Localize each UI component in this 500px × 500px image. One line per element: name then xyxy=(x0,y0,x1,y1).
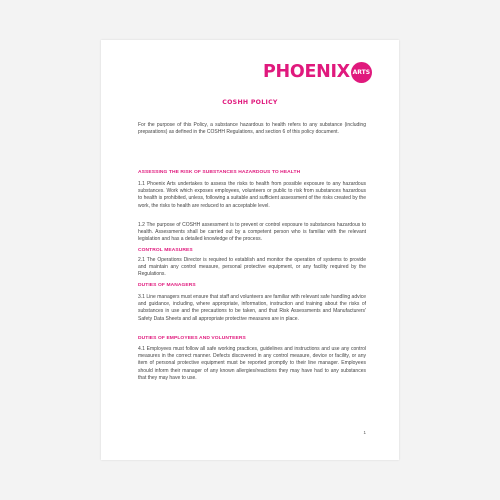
paragraph-1-1: 1.1 Phoenix Arts undertakes to assess the risks to health from possible exposure to any hazardous substances. Work which exposes employees, volunteers or public to risk from substances hazardous to health is prohibited, unless, following a suitable and sufficient assessment of the risks created by the work, the risks to health are reduced to an acceptable level. xyxy=(138,181,366,209)
logo-wordmark: PHOENIX xyxy=(263,61,350,82)
document-page xyxy=(101,40,399,460)
page-number: 1 xyxy=(363,430,366,435)
section-heading-duties-employees: DUTIES OF EMPLOYEES AND VOLUNTEERS xyxy=(138,336,246,341)
paragraph-1-2: 1.2 The purpose of COSHH assessment is to prevent or control exposure to substances hazardous to health. Assessments shall be carried out by a competent person who is familiar with the relevant legislation and has a detailed knowledge of the process. xyxy=(138,222,366,243)
phoenix-arts-logo xyxy=(263,62,372,83)
paragraph-3-1: 3.1 Line managers must ensure that staff and volunteers are familiar with relevant safe handling advice and guidance, including, where appropriate, information, instruction and training about the risks of substances in use and the precautions to be taken, and that Risk Assessments and Manufacturers' Safety Data Sheets and all appropriate protective measures are in place. xyxy=(138,294,366,322)
section-heading-assessing-risk: ASSESSING THE RISK OF SUBSTANCES HAZARDOUS TO HEALTH xyxy=(138,170,301,175)
section-heading-duties-managers: DUTIES OF MANAGERS xyxy=(138,283,196,288)
paragraph-4-1: 4.1 Employees must follow all safe working practices, guidelines and instructions and use any control measures in the correct manner. Defects discovered in any control measure, device or facility, or any item of personal protective equipment must be reported promptly to their line manager. Employees should inform their manager of any known allergies/reactions they may have had to any substances that they may have to use. xyxy=(138,346,366,381)
intro-paragraph: For the purpose of this Policy, a substance hazardous to health refers to any substance (including preparations) as defined in the COSHH Regulations, and section 6 of this policy document. xyxy=(138,122,366,136)
paragraph-2-1: 2.1 The Operations Director is required to establish and monitor the operation of systems to provide and maintain any control measure, personal protective equipment, or any facility required by the Regulations. xyxy=(138,257,366,278)
document-title: COSHH POLICY xyxy=(222,99,278,106)
logo-arts-badge: ARTS xyxy=(351,62,372,83)
section-heading-control-measures: CONTROL MEASURES xyxy=(138,248,193,253)
